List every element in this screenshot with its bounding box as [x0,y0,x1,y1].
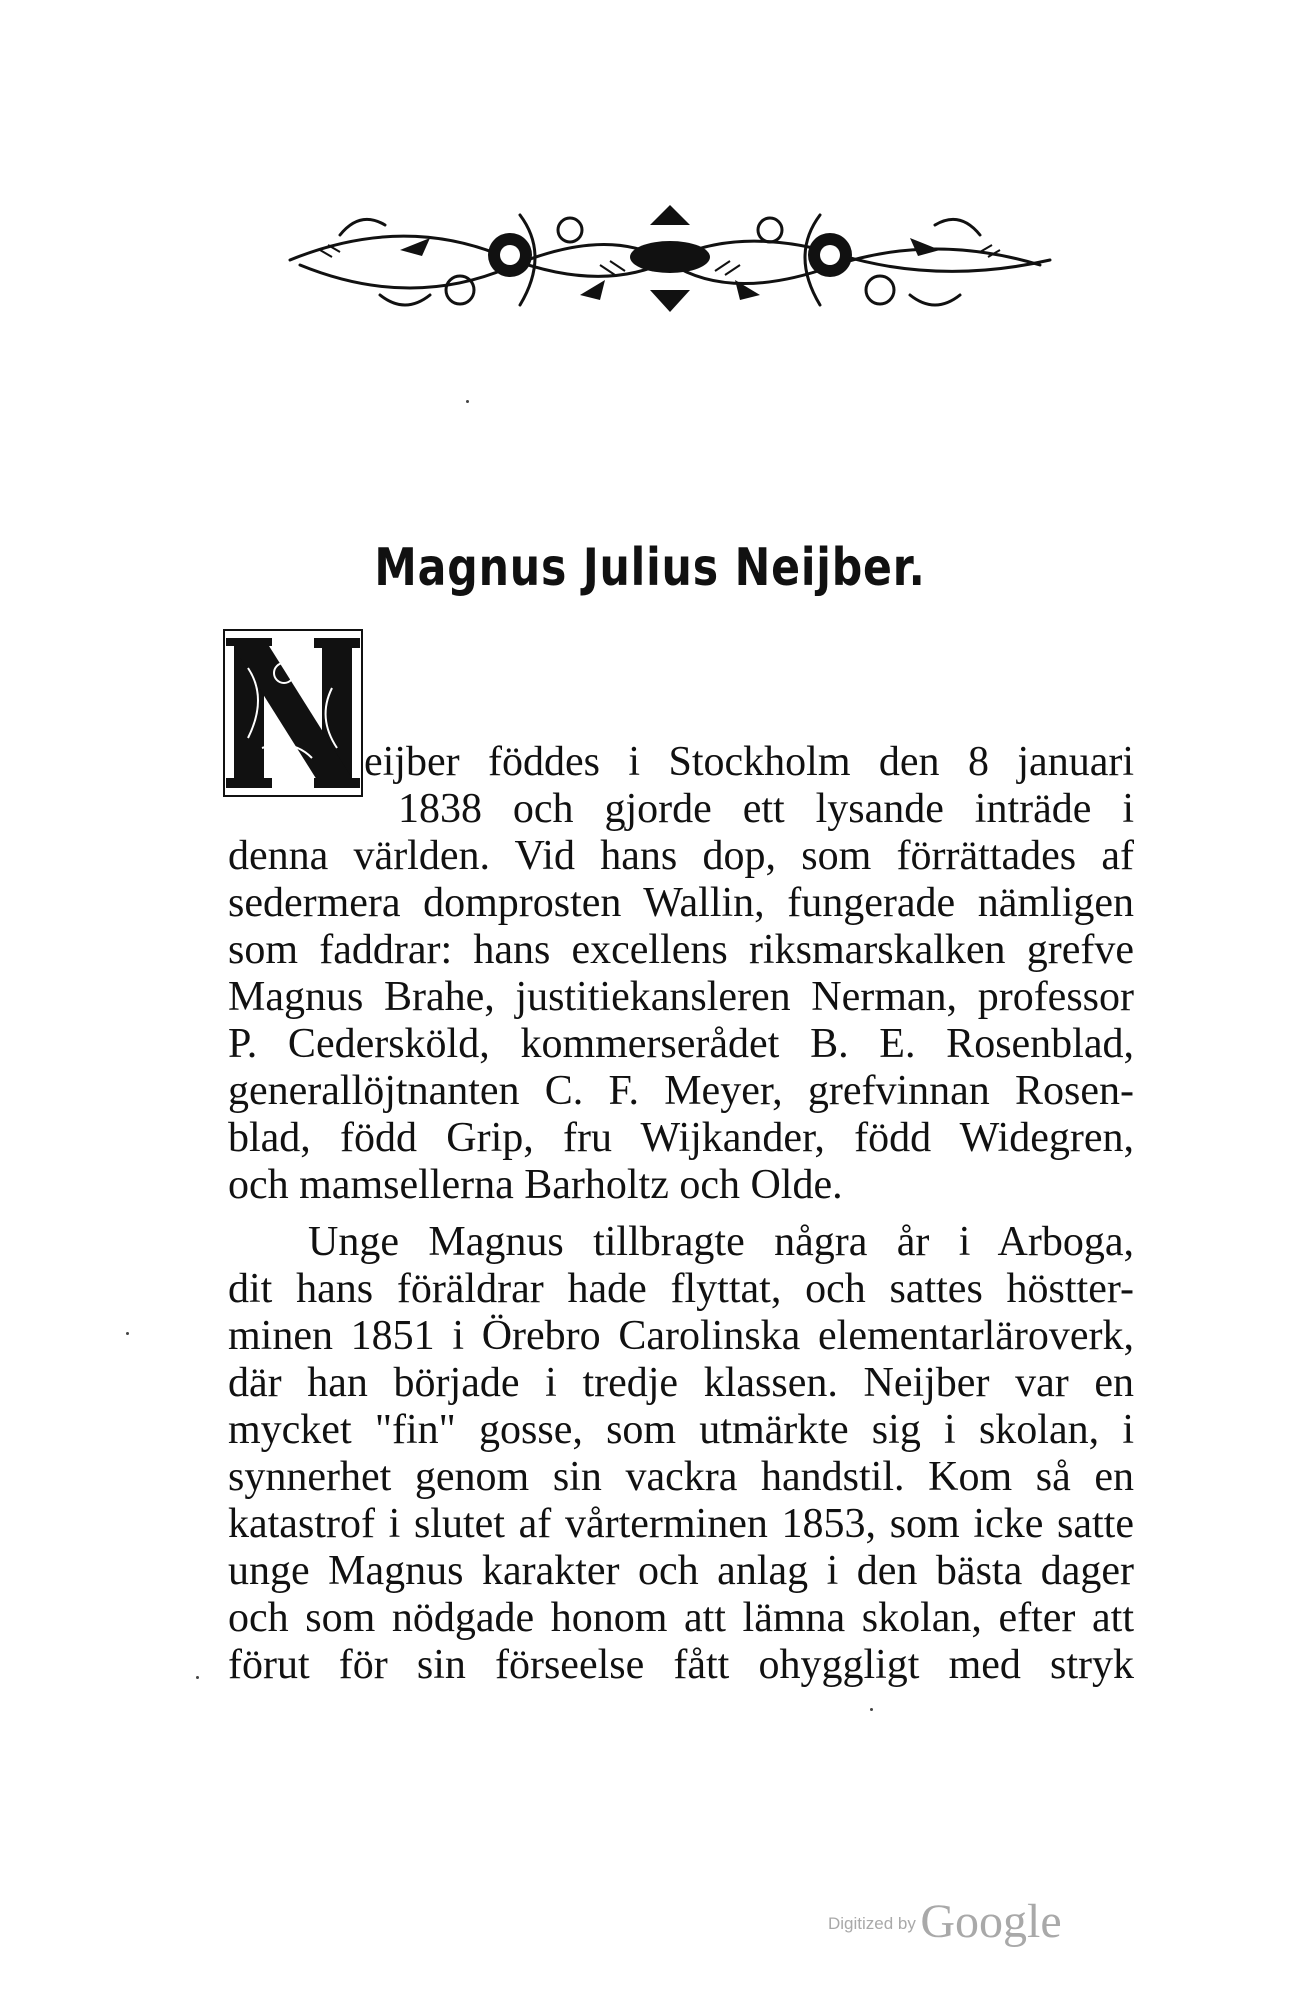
digitized-watermark [828,1894,1062,1949]
text-line: 1838 och gjorde ett lysande inträde i [398,786,1134,832]
text-line: och som nödgade honom att lämna skolan, efter att [228,1595,1134,1641]
floral-ornament-icon [280,195,1060,325]
decorated-drop-cap-n [222,628,364,798]
text-line: P. Cedersköld, kommerserådet B. E. Rosenblad, [228,1021,1134,1067]
text-line: Magnus Brahe, justitiekansleren Nerman, professor [228,974,1134,1020]
text-line: där han började i tredje klassen. Neijber var en [228,1360,1134,1406]
scan-speck [126,1332,129,1335]
scan-speck [196,1676,199,1679]
text-line: minen 1851 i Örebro Carolinska elementarläroverk, [228,1313,1134,1359]
text-line: mycket "fin" gosse, som utmärkte sig i skolan, i [228,1407,1134,1453]
text-line: synnerhet genom sin vackra handstil. Kom så en [228,1454,1134,1500]
text-line: som faddrar: hans excellens riksmarskalken grefve [228,927,1134,973]
text-line: dit hans föräldrar hade flyttat, och sattes höstter- [228,1266,1134,1312]
text-line: katastrof i slutet af vårterminen 1853, som icke satte [228,1501,1134,1547]
chapter-title: Magnus Julius Neijber. [374,538,926,598]
text-line: generallöjtnanten C. F. Meyer, grefvinnan Rosen- [228,1068,1134,1114]
text-line: förut för sin förseelse fått ohyggligt med stryk [228,1642,1134,1688]
watermark-brand: Google [920,1895,1062,1948]
text-line: Unge Magnus tillbragte några år i Arboga, [308,1219,1134,1265]
text-line: sedermera domprosten Wallin, fungerade nämligen [228,880,1134,926]
text-line: blad, född Grip, fru Wijkander, född Widegren, [228,1115,1134,1161]
watermark-prefix: Digitized by [828,1914,916,1933]
text-line: unge Magnus karakter och anlag i den bästa dager [228,1548,1134,1594]
scan-speck [466,400,469,403]
text-line: eijber föddes i Stockholm den 8 januari [364,739,1134,785]
scan-speck [870,1708,873,1711]
text-line: denna världen. Vid hans dop, som förrättades af [228,833,1134,879]
text-line: och mamsellerna Barholtz och Olde. [228,1162,843,1208]
